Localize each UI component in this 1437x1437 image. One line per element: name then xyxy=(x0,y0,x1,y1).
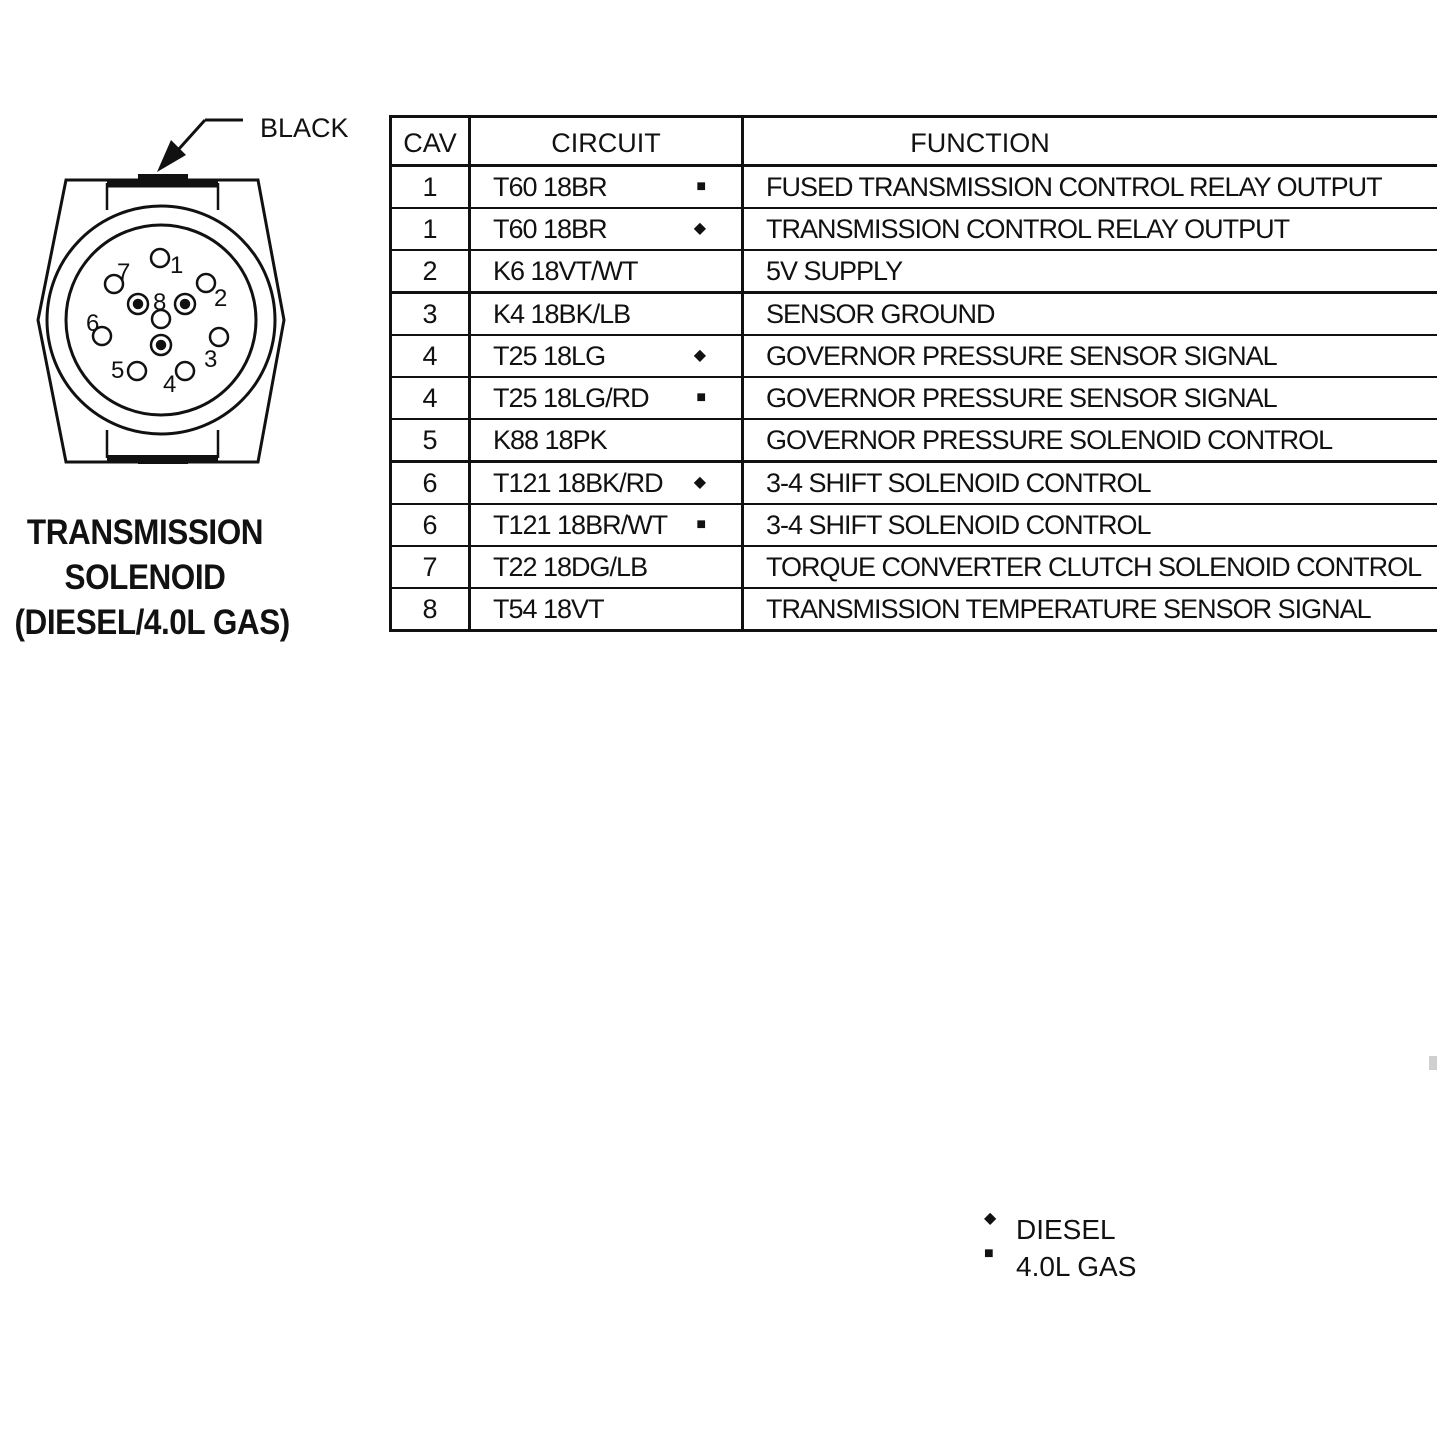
cell-cav: 8 xyxy=(391,588,470,631)
circuit-code: T60 18BR xyxy=(493,213,607,244)
pin-label-2: 2 xyxy=(214,285,228,312)
pin-label-7: 7 xyxy=(117,259,131,286)
color-label: BLACK xyxy=(260,113,349,143)
cell-function xyxy=(743,208,1437,250)
diamond-icon: ◆ xyxy=(693,347,706,364)
cell-cav: 6 xyxy=(391,462,470,505)
cell-cav: 4 xyxy=(391,335,470,377)
table-row xyxy=(391,208,1437,250)
table-row xyxy=(391,293,1437,336)
cell-function xyxy=(743,335,1437,377)
table-row xyxy=(391,335,1437,377)
diamond-icon: ◆ xyxy=(693,220,706,237)
circuit-code: K4 18BK/LB xyxy=(493,298,631,329)
pin-label-8: 8 xyxy=(153,289,167,316)
cell-function xyxy=(743,462,1437,505)
function-text: GOVERNOR PRESSURE SENSOR SIGNAL xyxy=(766,340,1277,371)
table-row xyxy=(391,588,1437,631)
cell-function xyxy=(743,504,1437,546)
header-cav: CAV xyxy=(391,117,470,166)
cell-circuit xyxy=(470,377,743,419)
cell-function xyxy=(743,546,1437,588)
square-icon: ■ xyxy=(696,178,706,195)
cell-circuit xyxy=(470,293,743,336)
scan-artifact xyxy=(1429,1056,1437,1070)
connector-title xyxy=(14,510,290,645)
pinout-table xyxy=(389,115,1437,632)
table-row xyxy=(391,377,1437,419)
circuit-code: T54 18VT xyxy=(493,593,604,624)
function-text: 5V SUPPLY xyxy=(766,255,903,286)
table-row xyxy=(391,546,1437,588)
circuit-code: K6 18VT/WT xyxy=(493,255,638,286)
connector-diagram xyxy=(0,0,380,500)
circuit-code: T121 18BK/RD xyxy=(493,467,663,498)
function-text: TRANSMISSION CONTROL RELAY OUTPUT xyxy=(766,213,1290,244)
pin-5 xyxy=(128,362,146,380)
cell-circuit xyxy=(470,335,743,377)
table-row xyxy=(391,504,1437,546)
function-text: TRANSMISSION TEMPERATURE SENSOR SIGNAL xyxy=(766,593,1371,624)
cell-function xyxy=(743,377,1437,419)
function-text: GOVERNOR PRESSURE SENSOR SIGNAL xyxy=(766,382,1277,413)
cell-circuit xyxy=(470,546,743,588)
cell-cav: 2 xyxy=(391,250,470,293)
table-header-row xyxy=(391,117,1437,166)
pin-label-3: 3 xyxy=(204,346,218,373)
cell-cav: 3 xyxy=(391,293,470,336)
circuit-code: T22 18DG/LB xyxy=(493,551,648,582)
diamond-icon: ◆ xyxy=(984,1210,997,1227)
table-row xyxy=(391,166,1437,209)
connector-title-line: TRANSMISSION xyxy=(26,513,264,552)
function-text: TORQUE CONVERTER CLUTCH SOLENOID CONTROL xyxy=(766,551,1422,582)
pin-label-5: 5 xyxy=(111,357,125,384)
function-text: GOVERNOR PRESSURE SOLENOID CONTROL xyxy=(766,424,1333,455)
pin-label-1: 1 xyxy=(170,252,184,279)
cell-circuit xyxy=(470,419,743,462)
table-row xyxy=(391,250,1437,293)
cell-cav: 4 xyxy=(391,377,470,419)
function-text: FUSED TRANSMISSION CONTROL RELAY OUTPUT xyxy=(766,171,1382,202)
circuit-code: T25 18LG xyxy=(493,340,606,371)
pin-2 xyxy=(197,274,215,292)
connector-housing xyxy=(38,174,284,464)
diamond-icon: ◆ xyxy=(693,474,706,491)
cell-cav: 1 xyxy=(391,208,470,250)
function-text: 3-4 SHIFT SOLENOID CONTROL xyxy=(766,467,1151,498)
pin-label-4: 4 xyxy=(163,371,177,398)
square-icon: ■ xyxy=(696,389,706,406)
header-function: FUNCTION xyxy=(743,117,1437,166)
cell-circuit xyxy=(470,504,743,546)
connector-title-line: SOLENOID xyxy=(64,558,226,597)
pin-4 xyxy=(176,362,194,380)
connector-title-line: (DIESEL/4.0L GAS) xyxy=(14,603,290,642)
cell-cav: 1 xyxy=(391,166,470,209)
pin-label-6: 6 xyxy=(86,310,100,337)
cell-circuit xyxy=(470,588,743,631)
cell-cav: 5 xyxy=(391,419,470,462)
legend-label: DIESEL xyxy=(1016,1214,1116,1245)
cell-circuit xyxy=(470,166,743,209)
pin-3 xyxy=(210,328,228,346)
circuit-code: T121 18BR/WT xyxy=(493,509,668,540)
legend-label: 4.0L GAS xyxy=(1016,1251,1137,1282)
cell-function xyxy=(743,250,1437,293)
circuit-code: T60 18BR xyxy=(493,171,607,202)
cell-function xyxy=(743,419,1437,462)
function-text: SENSOR GROUND xyxy=(766,298,995,329)
cell-circuit xyxy=(470,208,743,250)
leader-arrow xyxy=(157,120,243,172)
table-row xyxy=(391,419,1437,462)
cell-circuit xyxy=(470,462,743,505)
cell-circuit xyxy=(470,250,743,293)
pin-1 xyxy=(151,249,169,267)
circuit-code: K88 18PK xyxy=(493,424,607,455)
square-icon: ■ xyxy=(984,1245,994,1262)
cell-cav: 6 xyxy=(391,504,470,546)
cell-function xyxy=(743,166,1437,209)
square-icon: ■ xyxy=(696,516,706,533)
circuit-code: T25 18LG/RD xyxy=(493,382,649,413)
table-row xyxy=(391,462,1437,505)
function-text: 3-4 SHIFT SOLENOID CONTROL xyxy=(766,509,1151,540)
cell-function xyxy=(743,293,1437,336)
cell-cav: 7 xyxy=(391,546,470,588)
header-circuit: CIRCUIT xyxy=(470,117,743,166)
cell-function xyxy=(743,588,1437,631)
table-body xyxy=(391,166,1437,631)
